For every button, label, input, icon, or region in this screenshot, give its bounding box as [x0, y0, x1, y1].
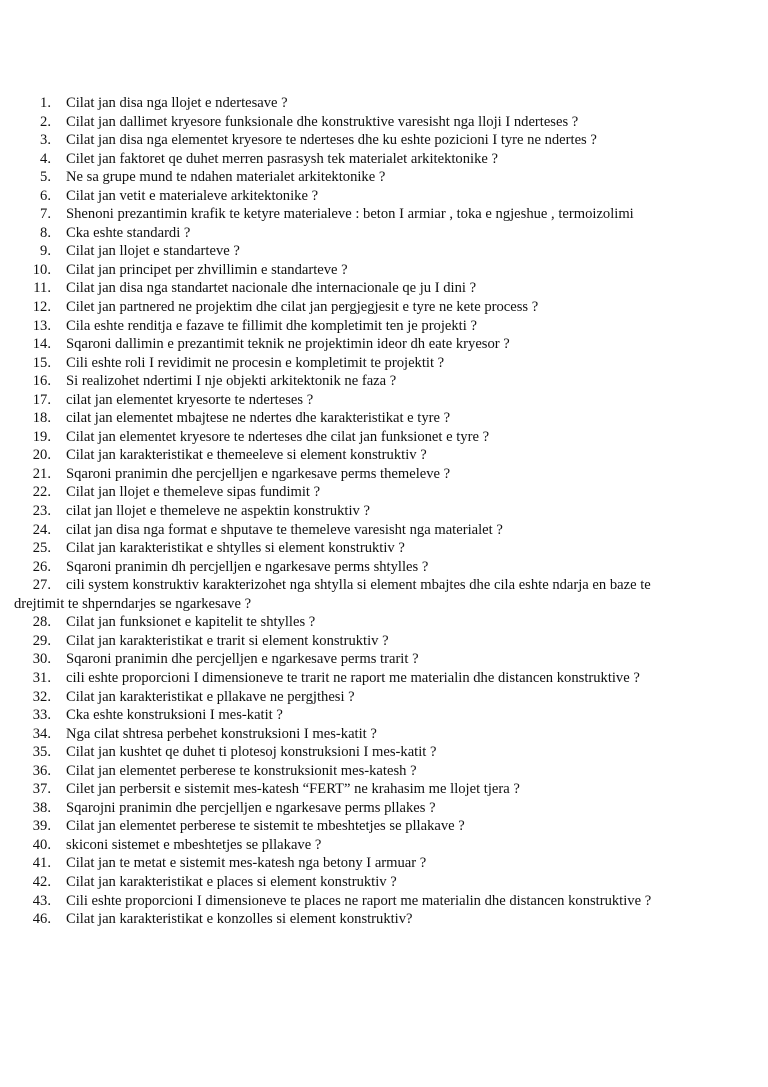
question-number: 1. — [40, 95, 51, 111]
question-text: skiconi sistemet e mbeshtetjes se pllakave ? — [66, 836, 322, 853]
question-number: 41. — [32, 855, 51, 872]
question-item — [0, 409, 768, 428]
question-item — [0, 799, 768, 818]
question-number: 20. — [32, 447, 51, 464]
question-number: 28. — [32, 614, 51, 631]
question-list — [0, 94, 768, 929]
question-number: 27. — [32, 577, 51, 594]
question-text: Cilet jan faktoret qe duhet merren pasrasysh tek materialet arkitektonike ? — [66, 150, 498, 167]
question-text: Cilat jan vetit e materialeve arkitektonike ? — [66, 187, 319, 204]
question-item — [0, 650, 768, 669]
question-item — [0, 242, 768, 261]
question-text: Cilat jan funksionet e kapitelit te shtylles ? — [66, 614, 316, 631]
question-number: 42. — [32, 873, 51, 890]
question-text: Cka eshte konstruksioni I mes-katit ? — [66, 707, 283, 724]
question-number: 12. — [32, 299, 51, 316]
question-item-continuation — [0, 595, 768, 614]
question-text: Cilat jan kushtet qe duhet ti plotesoj konstruksioni I mes-katit ? — [66, 744, 437, 761]
question-number: 22. — [32, 484, 51, 501]
question-item — [0, 94, 768, 113]
question-number: 3. — [40, 132, 51, 149]
question-number: 11. — [33, 280, 51, 297]
question-number: 36. — [32, 762, 51, 779]
question-item — [0, 261, 768, 280]
question-item — [0, 187, 768, 206]
question-number: 30. — [32, 651, 51, 668]
question-item — [0, 483, 768, 502]
question-number: 8. — [40, 224, 51, 241]
question-number: 25. — [32, 540, 51, 557]
question-item — [0, 279, 768, 298]
question-number: 33. — [32, 707, 51, 724]
question-number: 18. — [32, 410, 51, 427]
question-item — [0, 113, 768, 132]
question-item — [0, 576, 768, 595]
question-number: 31. — [32, 669, 51, 686]
question-text: cilat jan elementet kryesorte te nderteses ? — [66, 391, 314, 408]
question-text: Shenoni prezantimin krafik te ketyre materialeve : beton I armiar , toka e ngjeshue , termoizolimi — [66, 206, 634, 223]
question-number: 16. — [32, 373, 51, 390]
question-item — [0, 521, 768, 540]
question-item — [0, 613, 768, 632]
question-text: cilat jan elementet mbajtese ne ndertes dhe karakteristikat e tyre ? — [66, 410, 451, 427]
question-number: 15. — [32, 354, 51, 371]
question-number: 39. — [32, 818, 51, 835]
question-item — [0, 854, 768, 873]
question-item — [0, 428, 768, 447]
question-item — [0, 465, 768, 484]
question-text: Cilat jan te metat e sistemit mes-katesh nga betony I armuar ? — [66, 855, 427, 872]
question-text: Cilat jan karakteristikat e themeeleve si element konstruktiv ? — [66, 447, 427, 464]
question-number: 29. — [32, 632, 51, 649]
question-number: 10. — [32, 261, 51, 278]
question-number: 26. — [32, 558, 51, 575]
question-number: 46. — [32, 911, 51, 928]
question-number: 37. — [32, 781, 51, 798]
question-text: Cilet jan perbersit e sistemit mes-katesh “FERT” ne krahasim me llojet tjera ? — [66, 781, 520, 798]
question-text: Sqaroni pranimin dhe percjelljen e ngarkesave perms trarit ? — [66, 651, 419, 668]
question-text: cilat jan disa nga format e shputave te themeleve varesisht nga materialet ? — [66, 521, 503, 538]
question-number: 9. — [40, 243, 51, 260]
question-number: 19. — [32, 428, 51, 445]
question-item — [0, 354, 768, 373]
question-item — [0, 817, 768, 836]
question-number: 5. — [40, 169, 51, 186]
question-text: Cilat jan karakteristikat e pllakave ne pergjthesi ? — [66, 688, 355, 705]
question-number: 34. — [32, 725, 51, 742]
question-item — [0, 335, 768, 354]
question-number: 13. — [32, 317, 51, 334]
question-item — [0, 502, 768, 521]
question-number: 21. — [32, 465, 51, 482]
question-text: Cilat jan elementet kryesore te nderteses dhe cilat jan funksionet e tyre ? — [66, 428, 490, 445]
question-item — [0, 150, 768, 169]
question-text: Cilat jan llojet e themeleve sipas fundimit ? — [66, 484, 321, 501]
question-text: Sqaroni dallimin e prezantimit teknik ne projektimin ideor dh eate kryesor ? — [66, 336, 510, 353]
question-item — [0, 910, 768, 929]
question-text: Cilet jan partnered ne projektim dhe cilat jan pergjegjesit e tyre ne kete process ? — [66, 299, 539, 316]
question-text: Cilat jan elementet perberese te sistemit te mbeshtetjes se pllakave ? — [66, 818, 465, 835]
question-text: Sqaroni pranimin dhe percjelljen e ngarkesave perms themeleve ? — [66, 465, 451, 482]
question-item — [0, 446, 768, 465]
question-item — [0, 836, 768, 855]
question-text-continuation: drejtimit te shperndarjes se ngarkesave ? — [14, 595, 252, 612]
question-number: 2. — [40, 113, 51, 130]
question-item — [0, 780, 768, 799]
question-text: cili eshte proporcioni I dimensioneve te trarit ne raport me materialin dhe distancen konstruktive ? — [66, 669, 640, 686]
question-item — [0, 205, 768, 224]
question-item — [0, 706, 768, 725]
question-text: cili system konstruktiv karakterizohet nga shtylla si element mbajtes dhe cila eshte ndarja en baze te — [66, 577, 651, 594]
question-number: 32. — [32, 688, 51, 705]
question-text: Sqaroni pranimin dh percjelljen e ngarkesave perms shtylles ? — [66, 558, 429, 575]
question-item — [0, 873, 768, 892]
question-item — [0, 762, 768, 781]
question-text: Cilat jan disa nga standartet nacionale dhe internacionale qe ju I dini ? — [66, 280, 477, 297]
question-item — [0, 391, 768, 410]
question-number: 43. — [32, 892, 51, 909]
question-number: 6. — [40, 187, 51, 204]
question-text: Sqarojni pranimin dhe percjelljen e ngarkesave perms pllakes ? — [66, 799, 436, 816]
question-item — [0, 558, 768, 577]
question-item — [0, 688, 768, 707]
question-text: cilat jan llojet e themeleve ne aspektin konstruktiv ? — [66, 503, 370, 520]
question-number: 14. — [32, 336, 51, 353]
question-text: Cilat jan karakteristikat e konzolles si element konstruktiv? — [66, 911, 413, 928]
question-number: 4. — [40, 150, 51, 167]
question-text: Cka eshte standardi ? — [66, 224, 191, 241]
question-number: 23. — [32, 503, 51, 520]
question-text: Cilat jan elementet perberese te konstruksionit mes-katesh ? — [66, 762, 417, 779]
question-text: Cila eshte renditja e fazave te fillimit dhe kompletimit ten je projekti ? — [66, 317, 477, 334]
question-item — [0, 669, 768, 688]
question-item — [0, 892, 768, 911]
question-item — [0, 632, 768, 651]
question-item — [0, 298, 768, 317]
question-text: Cilat jan disa nga llojet e ndertesave ? — [66, 95, 288, 111]
question-number: 38. — [32, 799, 51, 816]
question-text: Cilat jan dallimet kryesore funksionale dhe konstruktive varesisht nga lloji I nderteses ? — [66, 113, 579, 130]
question-text: Cilat jan karakteristikat e places si element konstruktiv ? — [66, 873, 397, 890]
question-item — [0, 317, 768, 336]
question-item — [0, 372, 768, 391]
question-text: Ne sa grupe mund te ndahen materialet arkitektonike ? — [66, 169, 386, 186]
question-text: Si realizohet ndertimi I nje objekti arkitektonik ne faza ? — [66, 373, 397, 390]
question-text: Cilat jan disa nga elementet kryesore te nderteses dhe ku eshte pozicioni I tyre ne ndertes ? — [66, 132, 597, 149]
question-text: Cili eshte roli I revidimit ne procesin e kompletimit te projektit ? — [66, 354, 445, 371]
question-item — [0, 743, 768, 762]
question-item — [0, 224, 768, 243]
question-text: Cilat jan llojet e standarteve ? — [66, 243, 240, 260]
question-text: Cili eshte proporcioni I dimensioneve te places ne raport me materialin dhe distancen konstruktive ? — [66, 892, 652, 909]
question-text: Nga cilat shtresa perbehet konstruksioni I mes-katit ? — [66, 725, 377, 742]
question-number: 40. — [32, 836, 51, 853]
question-number: 17. — [32, 391, 51, 408]
question-number: 7. — [40, 206, 51, 223]
question-number: 35. — [32, 744, 51, 761]
question-item — [0, 539, 768, 558]
question-text: Cilat jan karakteristikat e shtylles si element konstruktiv ? — [66, 540, 405, 557]
question-item — [0, 131, 768, 150]
question-item — [0, 168, 768, 187]
question-item — [0, 725, 768, 744]
question-text: Cilat jan principet per zhvillimin e standarteve ? — [66, 261, 348, 278]
question-number: 24. — [32, 521, 51, 538]
question-text: Cilat jan karakteristikat e trarit si element konstruktiv ? — [66, 632, 389, 649]
